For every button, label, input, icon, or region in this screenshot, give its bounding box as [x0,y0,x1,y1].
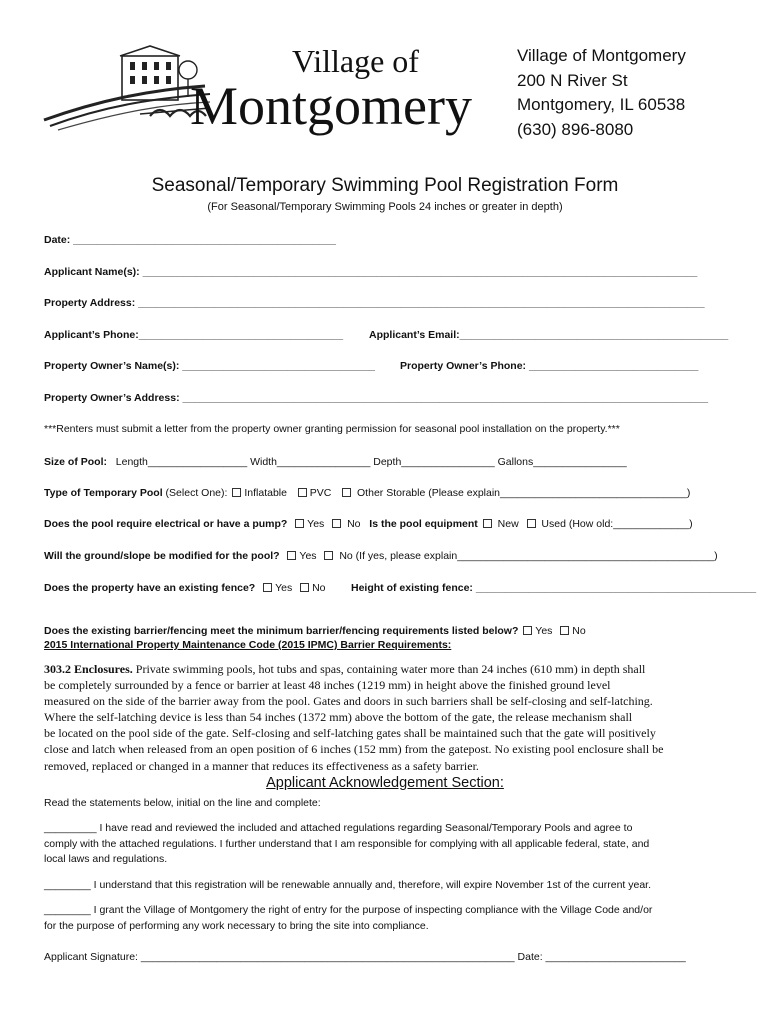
village-logo [40,42,488,138]
code-line: measured on the side of the barrier away from the pool. Gates and doors in such barriers shall be self-closing and self-latching. [44,694,653,709]
electrical-yes-checkbox[interactable] [295,519,304,528]
code-line: removed, replaced or changed in a manner that reduces its effectiveness as a safety barrier. [44,758,479,773]
fence-yes-checkbox[interactable] [263,583,272,592]
no-label: No [572,625,586,637]
pool-size-fields[interactable]: Length_________________ Width________________ Depth________________ Gallons________________ [115,456,627,468]
yes-label: Yes [307,518,325,530]
owner-address-field[interactable]: Property Owner’s Address: __________________________________________________________________________________________ [44,392,709,404]
used-label[interactable]: Used (How old:_____________) [541,518,693,530]
no-label: No [347,518,361,530]
address-line: 200 N River St [517,70,628,90]
inflatable-checkbox[interactable] [232,488,241,497]
yes-label: Yes [275,582,293,594]
fence-row [44,582,326,594]
pool-type-label: Type of Temporary Pool [44,487,163,499]
pool-size-row [44,456,627,468]
ground-row [44,550,718,562]
logo-illustration [40,42,488,138]
code-section-title: 303.2 Enclosures. [44,662,133,676]
pvc-label: PVC [309,487,332,499]
property-address-field[interactable]: Property Address: _________________________________________________________________________________________________ [44,297,705,309]
svg-text:Montgomery: Montgomery [190,76,472,136]
owner-names-field[interactable]: Property Owner’s Name(s): _________________________________ [44,360,375,372]
code-line [44,661,734,677]
barrier-yes-checkbox[interactable] [523,626,532,635]
fence-no-checkbox[interactable] [300,583,309,592]
ground-no-label[interactable]: No (If yes, please explain____________________________________________) [339,550,718,562]
pool-type-select-note: (Select One): [162,487,231,499]
barrier-question: Does the existing barrier/fencing meet the minimum barrier/fencing requirements listed below? [44,625,519,637]
form-subtitle: (For Seasonal/Temporary Swimming Pools 24 inches or greater in depth) [207,201,563,213]
applicant-email-field[interactable]: Applicant’s Email:______________________________________________ [369,329,729,341]
applicant-names-field[interactable]: Applicant Name(s): _______________________________________________________________________________________________ [44,266,698,278]
renters-note: ***Renters must submit a letter from the property owner granting permission for seasonal pool installation on the property.*** [44,423,620,435]
statement-3[interactable] [44,903,734,934]
other-storable-label[interactable]: Other Storable (Please explain________________________________) [357,487,691,499]
statement-1-line: comply with the attached regulations. I further understand that I am responsible for complying with all applicable federal, state, and [44,837,650,850]
equipment-new-checkbox[interactable] [483,519,492,528]
address-line: Montgomery, IL 60538 [517,95,686,114]
address-line: Village of Montgomery [517,46,686,65]
ipmc-heading: 2015 International Property Maintenance Code (2015 IPMC) Barrier Requirements: [44,639,452,651]
statement-2[interactable]: ________ I understand that this registration will be renewable annually and, therefore, will expire November 1st of the current year. [44,879,652,891]
code-line-text: Private swimming pools, hot tubs and spas, containing water more than 24 inches (610 mm) in depth shall [132,662,646,676]
code-line: be completely surrounded by a fence or barrier at least 48 inches (1219 mm) in height above the finished ground level [44,678,611,693]
applicant-signature-field[interactable]: Applicant Signature: ________________________________________________________________ Date: ________________________ [44,951,686,963]
code-section-303-2 [44,661,734,774]
statement-3-line: for the purpose of performing any work necessary to bring the site into compliance. [44,919,429,932]
applicant-phone-field[interactable]: Applicant’s Phone:___________________________________ [44,329,344,341]
date-field[interactable]: Date: _____________________________________________ [44,234,336,246]
yes-label: Yes [299,550,317,562]
svg-text:Village of: Village of [292,43,419,79]
barrier-row [44,625,586,637]
code-line: close and latch when released from an open position of 6 inches (152 mm) from the gatepost. No existing pool enclosure shall be [44,742,664,757]
statement-1-line: _________ I have read and reviewed the included and attached regulations regarding Seasonal/Temporary Pools and agree to [44,822,633,834]
acknowledgement-title: Applicant Acknowledgement Section: [266,775,504,791]
pool-type-row [44,487,690,499]
code-line: Where the self-latching device is less than 54 inches (1372 mm) above the bottom of the gate, the release mechanism shall [44,710,633,725]
fence-question: Does the property have an existing fence? [44,582,256,594]
statement-1[interactable] [44,821,734,868]
new-label: New [497,518,519,530]
pvc-checkbox[interactable] [298,488,307,497]
no-label: No [312,582,326,594]
statement-3-line: ________ I grant the Village of Montgomery the right of entry for the purpose of inspecting compliance with the Village Code and/or [44,904,653,916]
statement-1-line: local laws and regulations. [44,853,168,865]
electrical-question: Does the pool require electrical or have a pump? [44,518,288,530]
ground-yes-checkbox[interactable] [287,551,296,560]
code-line: be located on the pool side of the gate. Self-closing and self-latching gates shall be maintained such that the gate will positively [44,726,656,741]
inflatable-label: Inflatable [244,487,287,499]
address-line: (630) 896-8080 [517,119,634,139]
acknowledgement-instructions: Read the statements below, initial on the line and complete: [44,797,321,809]
other-storable-checkbox[interactable] [342,488,351,497]
ground-question: Will the ground/slope be modified for the pool? [44,550,280,562]
ground-no-checkbox[interactable] [324,551,333,560]
pool-size-label: Size of Pool: [44,456,107,468]
electrical-no-checkbox[interactable] [332,519,341,528]
form-title: Seasonal/Temporary Swimming Pool Registration Form [151,175,619,196]
village-address-block [517,44,686,142]
fence-height-field[interactable]: Height of existing fence: ________________________________________________ [351,582,757,594]
barrier-no-checkbox[interactable] [560,626,569,635]
equipment-question: Is the pool equipment [369,518,478,530]
owner-phone-field[interactable]: Property Owner’s Phone: _____________________________ [400,360,699,372]
electrical-row [44,518,693,530]
yes-label: Yes [535,625,553,637]
equipment-used-checkbox[interactable] [527,519,536,528]
